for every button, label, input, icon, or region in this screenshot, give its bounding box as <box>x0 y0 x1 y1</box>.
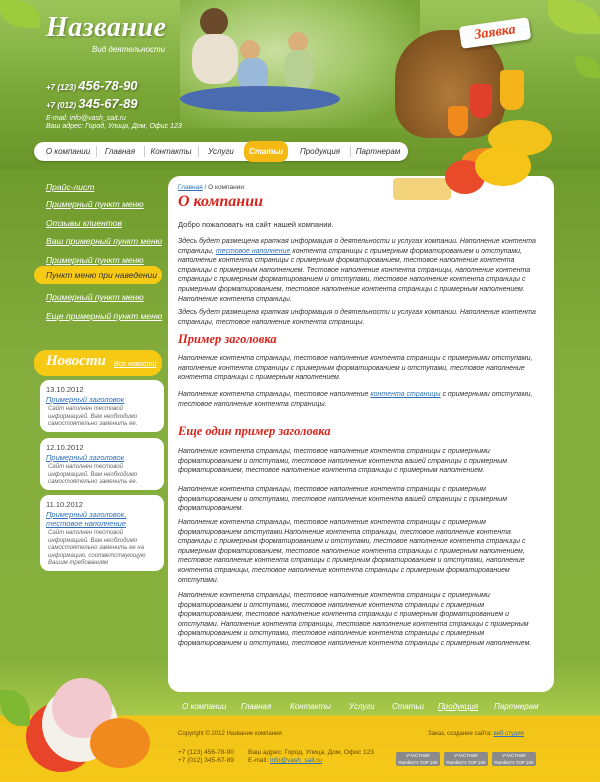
main-nav <box>34 142 408 161</box>
page-title: О компании <box>178 193 263 210</box>
news-date: 12.10.2012 <box>46 443 84 452</box>
nav-item-home[interactable]: Главная <box>104 147 136 156</box>
news-date: 13.10.2012 <box>46 385 84 394</box>
sidebar-hover-label: Пункт меню при наведении <box>46 270 157 280</box>
breadcrumb-home[interactable]: Главная <box>178 184 203 191</box>
child-figure <box>288 32 308 52</box>
header-phone <box>46 96 138 111</box>
sidebar-link[interactable]: Ваш примерный пункт меню <box>46 236 163 246</box>
footer-email-link[interactable]: info@vash_sait.ru <box>270 757 323 764</box>
plate-icon <box>393 178 451 200</box>
plate-icon <box>90 718 150 768</box>
news-text: Сайт наполнен тестовой информацией. Вам необходимо самостоятельно заменить ее. <box>48 464 138 485</box>
footer-nav-contacts[interactable]: Контакты <box>290 702 332 711</box>
footer-nav-about[interactable]: О компании <box>182 702 227 711</box>
cup-icon <box>500 70 524 110</box>
content-paragraph: Наполнение контента страницы, тестовое наполнение контента страницы с примерными форматированием и отступами, тестовое наполнение контента страницы с примерным форматированием, тестовое наполнение контента страницы с примерным форматированием и отступами. Наполнение контента страницы, тестовое наполнение контента страницы с примерным форматированием и отступами, тестовое наполнение контента страницы с примерным форматированием и отступами, тестовое наполнение контента страницы с примерным наполнением. <box>178 592 532 647</box>
phone-code: +7 (012) <box>46 101 77 110</box>
site-tagline: Вид деятельности <box>92 45 166 54</box>
inline-link[interactable]: тестовое наполнение <box>215 247 291 255</box>
footer-phone: +7 (123) 456-78-90 <box>178 749 234 756</box>
news-link[interactable]: Примерный заголовок <box>46 395 125 404</box>
woman-figure <box>192 34 238 84</box>
header-address: Ваш адрес: Город, Улица, Дом, Офис 123 <box>46 123 182 130</box>
nav-divider <box>144 146 145 157</box>
content-paragraph <box>178 237 540 304</box>
footer-nav-services[interactable]: Услуги <box>349 702 375 711</box>
rambler-badge[interactable]: УЧАСТНИК Rambler's TOP 100 <box>396 752 440 766</box>
sidebar-link[interactable]: Примерный пункт меню <box>46 199 144 209</box>
news-date: 11.10.2012 <box>46 500 83 509</box>
breadcrumb <box>178 184 244 191</box>
news-text: Сайт наполнен тестовой информацией. Вам необходимо самостоятельно заменить ее на информацию, соответствующую Вашим требованиям <box>48 530 146 566</box>
sidebar-link[interactable]: Примерный пункт меню <box>46 292 144 302</box>
content-paragraph: Наполнение контента страницы, тестовое наполнение контента страницы с примерными форматированием и отступами, тестовое наполнение контента вашей страницы с примерным форматированием, тестовое наполнение контента страницы с примерным наполнением. <box>178 448 508 475</box>
footer-nav-partners[interactable]: Партнерам <box>494 702 539 711</box>
news-link[interactable]: Примерный заголовок, тестовое наполнение <box>46 510 127 528</box>
nav-item-partners[interactable]: Партнерам <box>355 147 401 156</box>
picnic-blanket <box>180 86 340 112</box>
developer-credit <box>428 731 524 737</box>
all-news-link[interactable]: Все новости <box>114 361 157 368</box>
paragraph-text: с примерными отступами, тестовое наполнение контента страницы. <box>178 391 533 408</box>
woman-figure <box>200 8 228 36</box>
sidebar-link[interactable]: Примерный пункт меню <box>46 255 144 265</box>
header-phone <box>46 78 138 93</box>
paragraph-text: Здесь будет размещена краткая информация о деятельности и услугах компании. Наполнение контента страницы, <box>178 238 536 255</box>
nav-item-services[interactable]: Услуги <box>208 147 234 156</box>
news-title: Новости <box>46 353 106 369</box>
cup-icon <box>448 106 468 136</box>
order-button[interactable]: Заявка <box>459 17 531 49</box>
content-paragraph: Здесь будет размещена краткая информация о деятельности и услугах компании. Наполнение контента страницы, тестовое наполнение контента страницы. <box>178 309 536 326</box>
child-figure <box>240 40 260 60</box>
rambler-badge[interactable]: УЧАСТНИК Rambler's TOP 100 <box>492 752 536 766</box>
developer-link[interactable]: веб студия <box>493 731 524 737</box>
footer-address: Ваш адрес: Город, Улица, Дом, Офис 123 <box>248 749 374 756</box>
nav-divider <box>198 146 199 157</box>
nav-divider <box>350 146 351 157</box>
footer-nav-home[interactable]: Главная <box>241 702 272 711</box>
phone-code: +7 (123) <box>46 83 77 92</box>
sidebar-link-price[interactable]: Прайс-лист <box>46 182 95 192</box>
nav-item-products[interactable]: Продукция <box>299 147 341 156</box>
inline-link[interactable]: контента страницы <box>370 391 441 398</box>
content-paragraph: Наполнение контента страницы, тестовое наполнение контента страницы с примерными отступами, наполнение контента страницы с примерным форматированием и отступами, тестовое наполнение контента страницы с примерным наполнением. <box>178 355 533 382</box>
paragraph-text: контента страницы с примерным форматированием и отступами, наполнение контента страницы с примерным форматированием, тестовое наполнение контента страницы с примерным наполнением. Тестовое наполнение контента страницы, наполнение контента страницы с примерным форматированием и отступами, тестовое наполнение контента страницы с примерным форматированием, тестовое наполнение контента страницы с примерным наполнением. Наполнение контента страницы. <box>178 247 531 303</box>
child-figure <box>284 50 314 90</box>
news-link[interactable]: Примерный заголовок <box>46 453 125 462</box>
paragraph-text: Наполнение контента страницы, тестовое наполнение <box>178 391 371 398</box>
breadcrumb-current: / О компании <box>202 184 245 191</box>
footer-phone: +7 (012) 345-67-89 <box>178 757 234 764</box>
nav-divider <box>96 146 97 157</box>
nav-item-contacts[interactable]: Контакты <box>150 147 192 156</box>
nav-item-articles[interactable]: Статьи <box>244 141 288 162</box>
section-heading: Пример заголовка <box>178 332 277 346</box>
content-paragraph: Наполнение контента страницы, тестовое наполнение контента страницы с примерным форматированием отступами.Наполнение контента страницы, тестовое наполнение контента страницы с примерным форматированием и отступами, тестовое наполнение контента страницы с примерным форматированием, тестовое наполнение контента страницы с примерным наполнением, тестовое наполнение контента страницы с примерным форматированием и отступами, наполнение контента страницы, тестовое наполнение контента страницы с примерным форматированием отступами. <box>178 519 526 584</box>
phone-number: 345-67-89 <box>78 96 138 111</box>
plates-image <box>385 150 545 230</box>
content-paragraph: Наполнение контента страницы, тестовое наполнение контента страницы с примерным форматированием и отступами, тестовое наполнение контента вашей страницы с примерным форматированием. <box>178 486 508 513</box>
plate-icon <box>475 146 531 186</box>
header-email[interactable]: E-mail: info@vash_sait.ru <box>46 115 126 122</box>
header-photo <box>180 0 420 128</box>
rambler-badge[interactable]: УЧАСТНИК Rambler's TOP 100 <box>444 752 488 766</box>
site-logo[interactable]: Название <box>46 12 167 43</box>
sidebar-link[interactable]: Еще примерный пункт меню <box>46 311 163 321</box>
cup-icon <box>470 84 492 118</box>
footer-email <box>248 757 322 764</box>
footer-nav-products[interactable]: Продукция <box>438 702 479 711</box>
phone-number: 456-78-90 <box>78 78 138 93</box>
sidebar-link-reviews[interactable]: Отзывы клиентов <box>46 218 122 228</box>
welcome-text: Добро пожаловать на сайт нашей компании. <box>178 220 334 229</box>
copyright: Copyright © 2012 Название компании <box>178 731 282 737</box>
footer-plates-image <box>20 668 160 782</box>
content-paragraph <box>178 390 540 409</box>
footer-email-label: E-mail: <box>248 757 271 764</box>
developer-text: Заказ, создание сайта: <box>428 731 492 737</box>
news-text: Сайт наполнен тестовой информацией. Вам необходимо самостоятельно заменить ее. <box>48 406 138 427</box>
nav-item-about[interactable]: О компании <box>45 147 91 156</box>
footer-nav-articles[interactable]: Статьи <box>392 702 425 711</box>
section-heading: Еще один пример заголовка <box>178 424 331 438</box>
